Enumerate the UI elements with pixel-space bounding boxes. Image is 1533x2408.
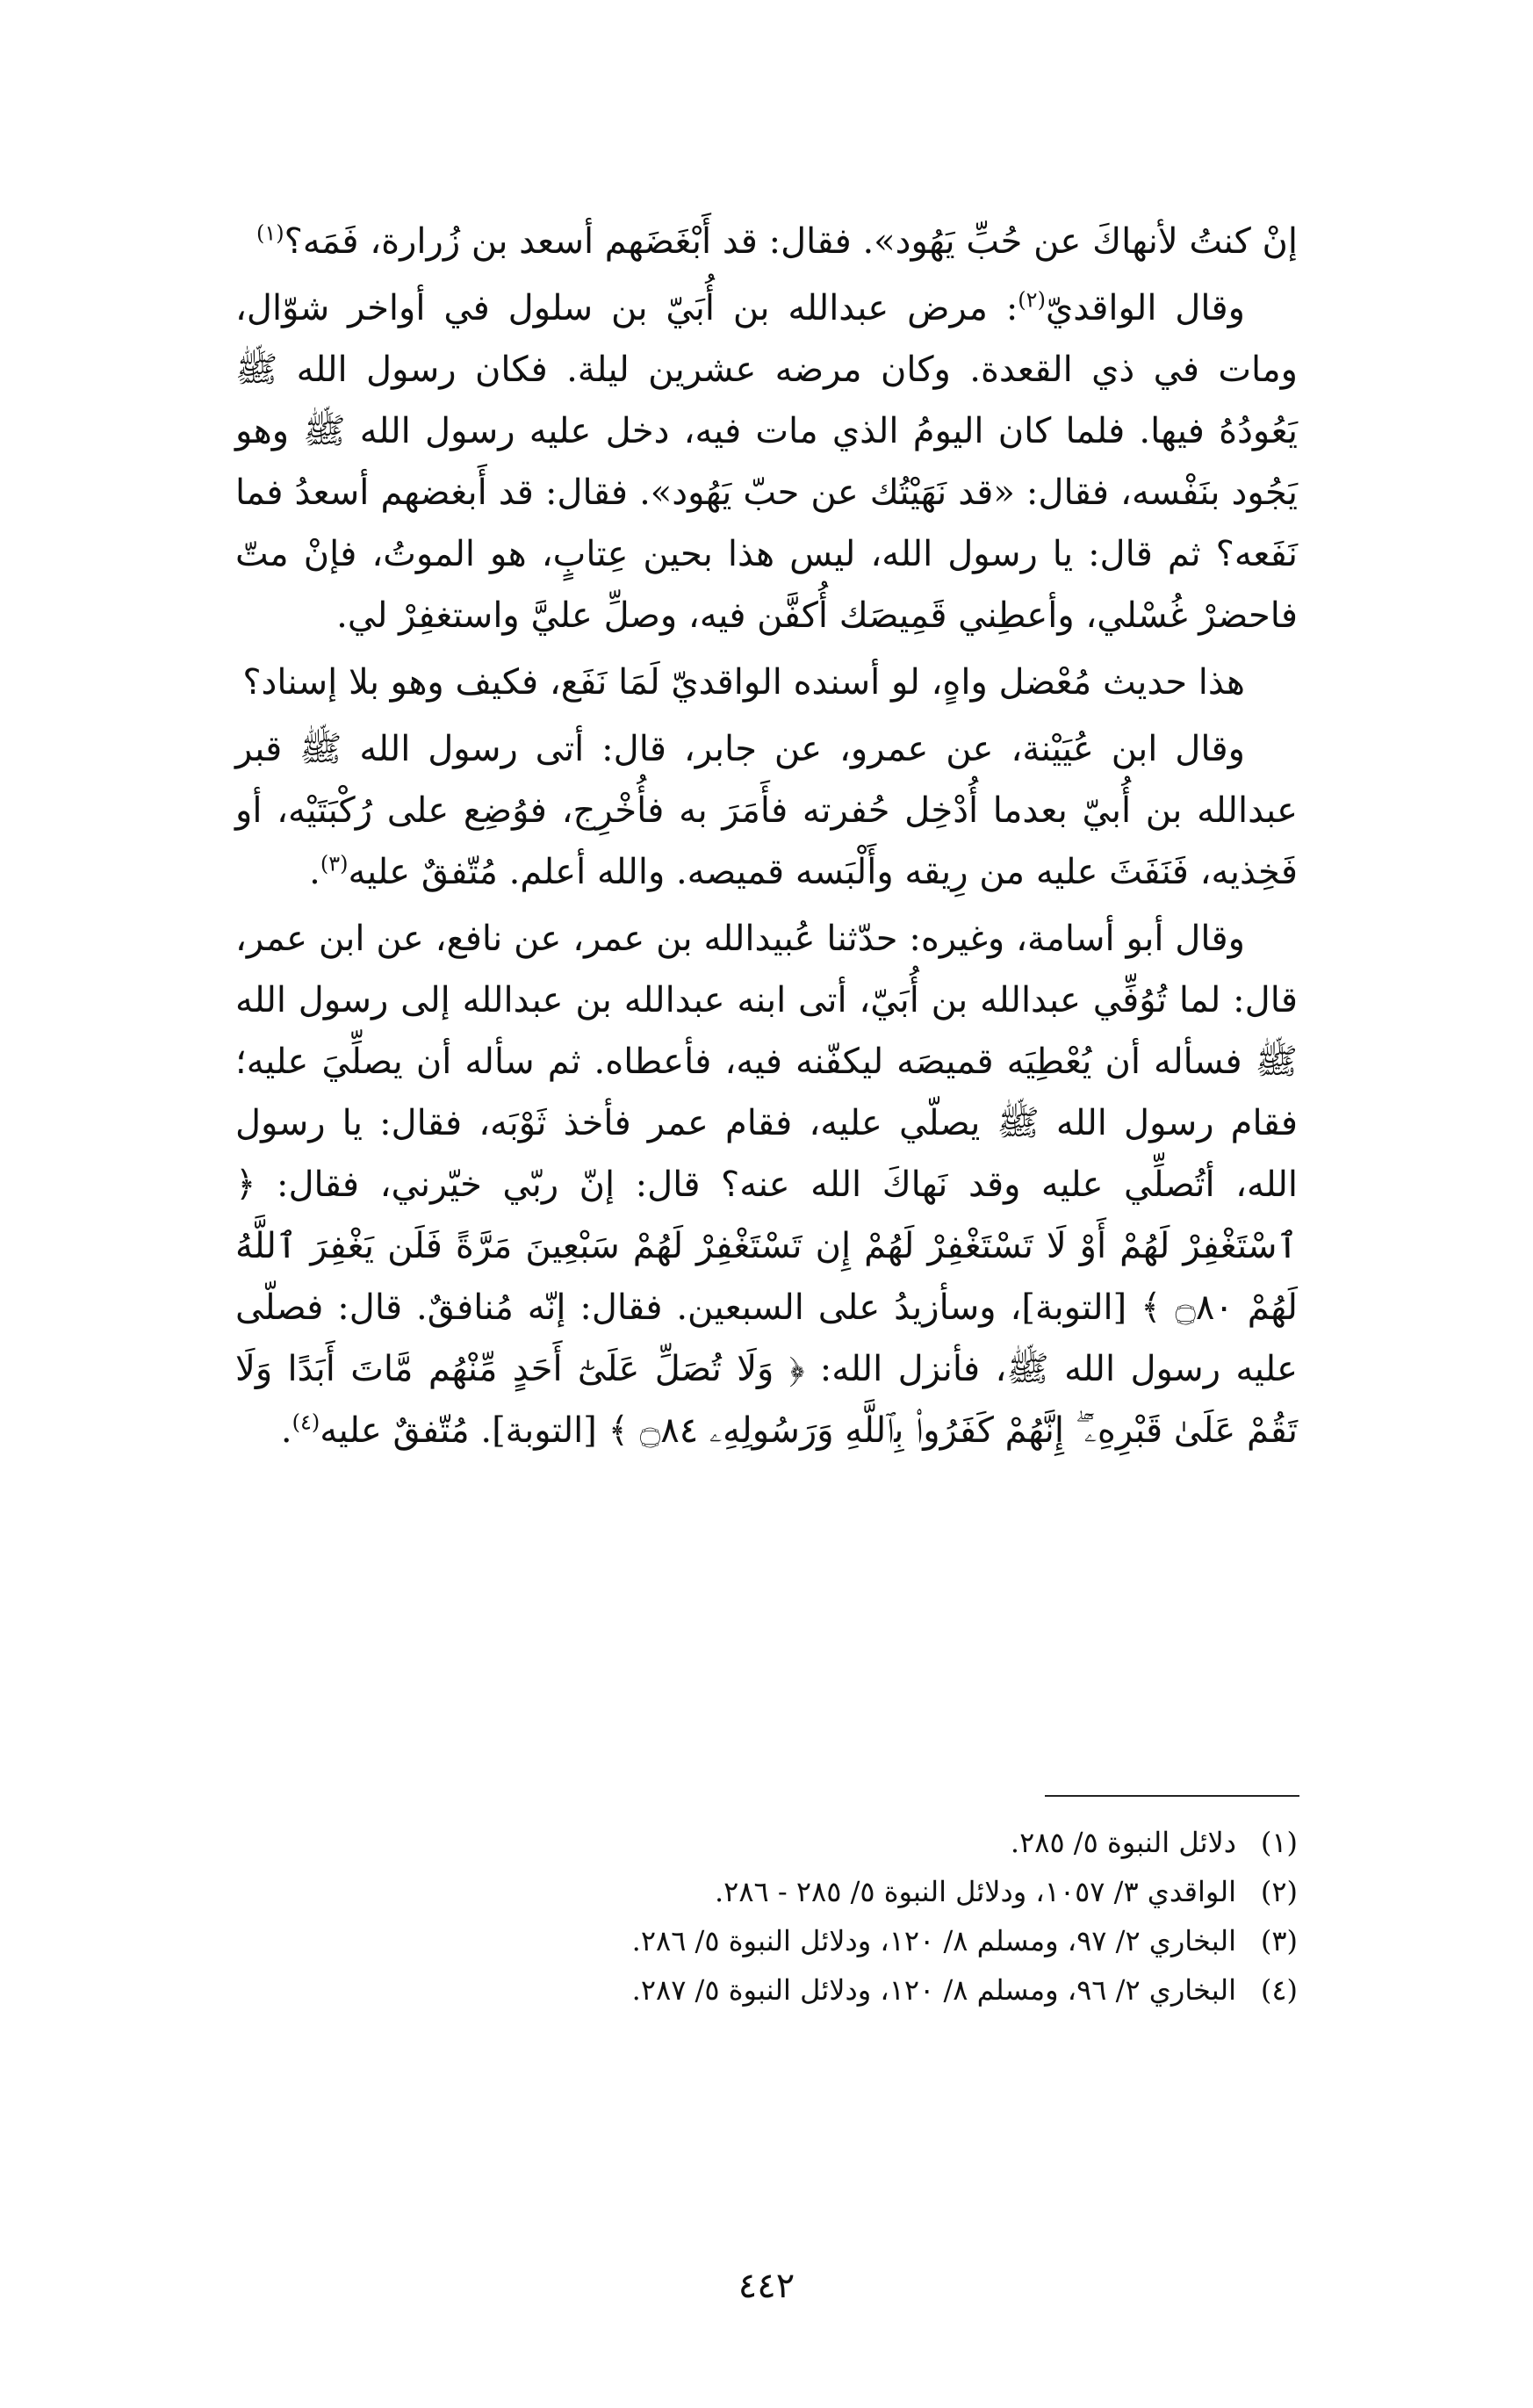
paragraph-5 <box>235 908 1298 1461</box>
paragraph-text: وقال الواقديّ <box>1045 288 1245 328</box>
footnote-item <box>244 1818 1298 1867</box>
footnote-text: البخاري ٢/ ٩٦، ومسلم ٨/ ١٢٠، ودلائل النبوة ٥/ ٢٨٧. <box>631 1973 1236 2007</box>
footnote-marker: (٤) <box>291 1409 320 1435</box>
footnote-number: (٤) <box>1260 1973 1298 2007</box>
paragraph-1 <box>235 211 1298 272</box>
footnotes <box>244 1818 1298 2015</box>
paragraph-text: وقال ابن عُيَيْنة، عن عمرو، عن جابر، قال: أتى رسول الله ﷺ قبر عبدالله بن أُبيّ بعدما أُدْخِل حُفرته فأَمَرَ به فأُخْرِج، فوُضِع على رُكْبَتَيْه، أو فَخِذيه، فَنَفَثَ عليه من رِيقه وأَلْبَسه قميصه. والله أعلم. مُتّفقٌ عليه <box>235 729 1298 892</box>
paragraph-text: وقال أبو أسامة، وغيره: حدّثنا عُبيدالله بن عمر، عن نافع، عن ابن عمر، قال: لما تُوُفِّي عبدالله بن أُبَيّ، أتى ابنه عبدالله بن عبدالله إلى رسول الله ﷺ فسأله أن يُعْطِيَه قميصَه ليكفّنه فيه، فأعطاه. ثم سأله أن يصلِّيَ عليه؛ فقام رسول الله ﷺ يصلّي عليه، فقام عمر فأخذ ثَوْبَه، فقال: يا رسول الله، أتُصلِّي عليه وقد نَهاكَ الله عنه؟ قال: إنّ ربّي خيّرني، فقال: <box>235 919 1299 1205</box>
paragraph-text-continued: [التوبة]، وسأزيدُ على السبعين. فقال: إنّه مُنافقٌ. قال: فصلّى عليه رسول الله ﷺ، فأنزل الله: <box>235 1287 1298 1389</box>
footnote-number: (١) <box>1260 1826 1298 1859</box>
footnote-text: الواقدي ٣/ ١٠٥٧، ودلائل النبوة ٥/ ٢٨٥ - ٢٨٦. <box>714 1875 1236 1908</box>
page-number: ٤٤٢ <box>738 2266 795 2306</box>
footnote-text: دلائل النبوة ٥/ ٢٨٥. <box>1010 1826 1236 1859</box>
footnote-separator <box>1045 1795 1299 1797</box>
main-text <box>235 211 1298 1467</box>
paragraph-text-continued: : مرض عبدالله بن أُبَيّ بن سلول في أواخر شوّال، ومات في ذي القعدة. وكان مرضه عشرين ليلة. فكان رسول الله ﷺ يَعُودُهُ فيها. فلما كان اليومُ الذي مات فيه، دخل عليه رسول الله ﷺ وهو يَجُود بنَفْسه، فقال: «قد نَهَيْتُك عن حبّ يَهُود». فقال: قد أَبغضهم أسعدُ فما نَفَعه؟ ثم قال: يا رسول الله، ليس هذا بحين عِتابٍ، هو الموتُ، فإنْ متّ فاحضرْ غُسْلي، وأعطِني قَمِيصَك أُكفَّن فيه، وصلِّ عليَّ واستغفِرْ لي. <box>235 288 1298 636</box>
footnote-number: (٢) <box>1260 1875 1298 1908</box>
paragraph-3 <box>235 652 1298 713</box>
paragraph-end: . <box>309 852 320 892</box>
quran-verse-2: ﴿ وَلَا تُصَلِّ عَلَىٰٓ أَحَدٍ مِّنْهُم مَّاتَ أَبَدًا وَلَا تَقُمْ عَلَىٰ قَبْرِهِۦٓ ۖ إِنَّهُمْ كَفَرُوا۟ بِٱللَّهِ وَرَسُولِهِۦ ۝٨٤ ﴾ <box>235 1349 1298 1451</box>
footnote-text: البخاري ٢/ ٩٧، ومسلم ٨/ ١٢٠، ودلائل النبوة ٥/ ٢٨٦. <box>631 1924 1236 1957</box>
footnote-marker: (٢) <box>1018 287 1046 313</box>
quran-verse: ﴿ ٱسْتَغْفِرْ لَهُمْ أَوْ لَا تَسْتَغْفِرْ لَهُمْ إِن تَسْتَغْفِرْ لَهُمْ سَبْعِينَ مَرَّةً فَلَن يَغْفِرَ ٱللَّهُ لَهُمْ ۝٨٠ ﴾ <box>235 1164 1298 1328</box>
footnote-marker: (٣) <box>320 851 349 876</box>
footnote-item <box>244 1965 1298 2015</box>
paragraph-4 <box>235 718 1298 903</box>
paragraph-text: هذا حديث مُعْضل واهٍ، لو أسنده الواقديّ لَمَا نَفَع، فكيف وهو بلا إسناد؟ <box>242 662 1245 703</box>
paragraph-end: . <box>280 1410 292 1451</box>
paragraph-2 <box>235 278 1298 646</box>
footnote-marker: (١) <box>256 220 284 246</box>
footnote-number: (٣) <box>1260 1924 1298 1957</box>
footnote-item <box>244 1916 1298 1965</box>
paragraph-text: إنْ كنتُ لأنهاكَ عن حُبِّ يَهُود». فقال: قد أَبْغَضَهم أسعد بن زُرارة، فَمَه؟ <box>284 221 1298 262</box>
footnote-item <box>244 1867 1298 1916</box>
paragraph-text-continued-2: [التوبة]. مُتّفقٌ عليه <box>320 1410 597 1451</box>
